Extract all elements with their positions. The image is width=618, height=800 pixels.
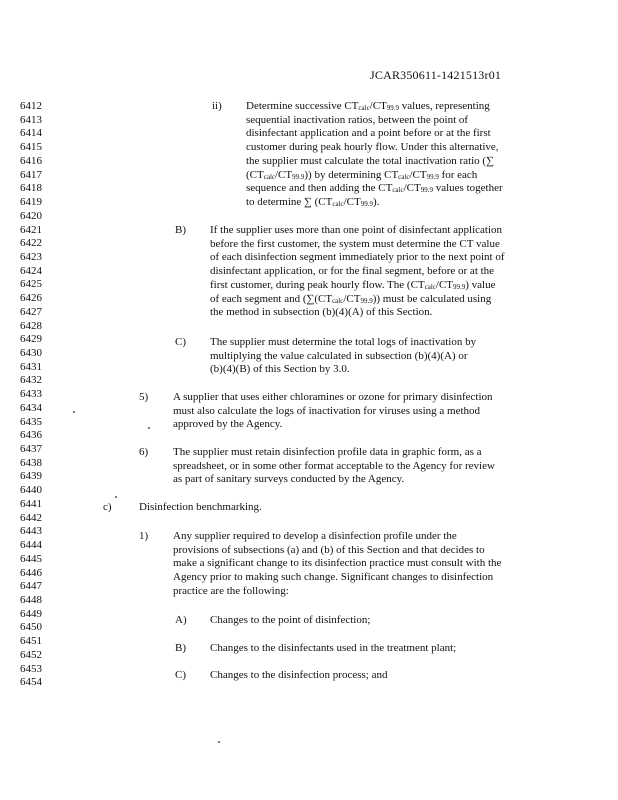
- text-line: sequential inactivation ratios, between the point of: [246, 113, 469, 126]
- scan-speck: [218, 741, 220, 743]
- line-number: 6428: [20, 319, 42, 332]
- item-label-5: 5): [139, 391, 149, 403]
- item-label-C1: C): [175, 669, 186, 681]
- line-number: 6451: [20, 635, 42, 648]
- text-line: of each disinfection segment immediately prior to the next point of: [210, 251, 505, 264]
- line-number: 6418: [20, 182, 42, 195]
- line-number: 6420: [20, 209, 42, 222]
- line-number: 6433: [20, 388, 42, 401]
- paragraph-C: [210, 336, 476, 377]
- scan-speck: [73, 411, 75, 413]
- line-number: 6432: [20, 374, 42, 387]
- line-number: 6452: [20, 648, 42, 661]
- line-number: 6415: [20, 141, 42, 154]
- line-number: 6422: [20, 237, 42, 250]
- text-line: (b)(4)(B) of this Section by 3.0.: [210, 363, 350, 376]
- section-heading-c: Disinfection benchmarking.: [139, 501, 262, 513]
- text-line: before the first customer, the system must determine the CT value: [210, 237, 500, 250]
- line-number: 6423: [20, 250, 42, 263]
- text-line: sequence and then adding the $CT_{calc}/CT_{99.9}$ values together: [246, 182, 503, 195]
- text-line: The supplier must retain disinfection profile data in graphic form, as a: [173, 446, 482, 458]
- item-text-B1: Changes to the disinfectants used in the treatment plant;: [210, 642, 457, 654]
- text-line: of each segment and $(\sum(CT_{calc}/CT_{99.9}))$ must be calculated using: [210, 292, 492, 305]
- line-number: 6434: [20, 401, 42, 414]
- line-number: 6412: [20, 100, 42, 112]
- line-number: 6424: [20, 264, 42, 277]
- line-number: 6445: [20, 552, 42, 565]
- text-line: $(CT_{calc}/CT_{99.9})$) by determining $CT_{calc}/CT_{99.9}$ for each: [246, 168, 478, 181]
- scan-speck: [115, 496, 117, 498]
- line-number: 6444: [20, 539, 42, 551]
- line-number: 6414: [20, 127, 42, 140]
- text-line: Agency prior to making such change. Significant changes to disinfection: [173, 571, 494, 584]
- line-number: 6417: [20, 168, 42, 181]
- item-text-C1: Changes to the disinfection process; and: [210, 669, 388, 681]
- text-line: the supplier must calculate the total inactivation ratio (∑: [246, 154, 494, 167]
- text-line: disinfectant application and a point before or at the first: [246, 127, 491, 140]
- paragraph-B: [210, 224, 504, 320]
- line-number: 6448: [20, 593, 42, 606]
- item-label-c: c): [103, 501, 112, 513]
- line-number: 6437: [20, 443, 42, 455]
- paragraph-ii: [246, 100, 503, 210]
- line-number: 6436: [20, 429, 42, 442]
- line-number: 6440: [20, 484, 42, 497]
- scan-speck: [148, 427, 150, 429]
- text-line: the method in subsection (b)(4)(A) of this Section.: [210, 306, 433, 319]
- line-number: 6419: [20, 196, 42, 208]
- text-line: The supplier must determine the total logs of inactivation by: [210, 336, 477, 348]
- item-label-ii: ii): [212, 100, 222, 112]
- line-number: 6431: [20, 360, 42, 373]
- line-number: 6421: [20, 223, 42, 236]
- item-text-A1: Changes to the point of disinfection;: [210, 614, 371, 626]
- line-number: 6439: [20, 470, 42, 483]
- line-number: 6449: [20, 607, 42, 620]
- text-line: multiplying the value calculated in subsection (b)(4)(A) or: [210, 349, 468, 362]
- text-line: practice are the following:: [173, 584, 289, 597]
- line-number: 6435: [20, 415, 42, 428]
- text-line: approved by the Agency.: [173, 418, 283, 431]
- line-number: 6442: [20, 511, 42, 524]
- line-number: 6450: [20, 621, 42, 634]
- line-number: 6429: [20, 333, 42, 346]
- line-number: 6413: [20, 113, 42, 126]
- line-number: 6438: [20, 456, 42, 469]
- text-line: disinfectant application, or for the final segment, before or at the: [210, 265, 495, 278]
- line-number: 6425: [20, 278, 42, 291]
- text-line: Determine successive $CT_{calc}/CT_{99.9}$ values, representing: [246, 100, 490, 112]
- item-label-A1: A): [175, 614, 187, 626]
- line-number: 6441: [20, 497, 42, 510]
- line-number: 6426: [20, 292, 42, 305]
- line-number: 6446: [20, 566, 42, 579]
- paragraph-6: [173, 446, 495, 487]
- text-line: spreadsheet, or in some other format acceptable to the Agency for review: [173, 459, 495, 472]
- text-line: A supplier that uses either chloramines or ozone for primary disinfection: [173, 391, 493, 403]
- item-label-B1: B): [175, 642, 186, 654]
- line-number: 6447: [20, 580, 42, 593]
- line-number: 6416: [20, 154, 42, 167]
- line-number: 6454: [20, 676, 42, 689]
- text-line: first customer, during peak hourly flow. The $(CT_{calc}/CT_{99.9})$ value: [210, 278, 496, 291]
- text-line: customer during peak hourly flow. Under this alternative,: [246, 141, 499, 154]
- paragraph-5: [173, 391, 493, 432]
- line-number: 6443: [20, 525, 42, 538]
- text-line: make a significant change to its disinfection practice must consult with the: [173, 557, 502, 570]
- line-number: 6453: [20, 662, 42, 675]
- text-line: Any supplier required to develop a disinfection profile under the: [173, 530, 457, 542]
- line-number: 6427: [20, 305, 42, 318]
- item-label-B: B): [175, 224, 186, 236]
- item-label-6: 6): [139, 446, 149, 458]
- text-line: must also calculate the logs of inactivation for viruses using a method: [173, 404, 481, 417]
- paragraph-1: [173, 530, 501, 599]
- text-line: to determine ∑ $(CT_{calc}/CT_{99.9})$.: [246, 195, 380, 208]
- document-id-header: JCAR350611-1421513r01: [370, 68, 502, 82]
- item-label-C: C): [175, 336, 186, 348]
- text-line: If the supplier uses more than one point of disinfectant application: [210, 224, 503, 236]
- item-label-1: 1): [139, 530, 149, 542]
- text-line: as part of sanitary surveys conducted by the Agency.: [173, 473, 405, 486]
- text-line: provisions of subsections (a) and (b) of this Section and that decides to: [173, 543, 485, 556]
- line-number: 6430: [20, 347, 42, 359]
